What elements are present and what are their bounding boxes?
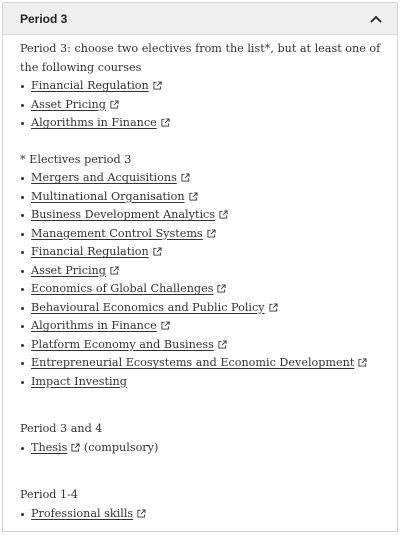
list-item [20,299,381,318]
course-link[interactable]: Professional skills [31,506,134,520]
list-item [20,77,381,96]
list-item [20,225,381,244]
course-link[interactable]: Mergers and Acquisitions [31,171,177,184]
list-item [20,505,381,524]
list-item [20,169,381,188]
period-3-and-4-course-list [20,439,381,458]
course-link[interactable]: Platform Economy and Business [31,337,214,351]
course-link[interactable]: Algorithms in Finance [31,319,157,332]
course-link[interactable]: Asset Pricing [31,263,106,277]
accordion-title: Period 3 [20,11,68,26]
external-link-icon [161,321,170,330]
external-link-icon [207,229,216,238]
course-link[interactable]: Impact Investing [31,374,127,388]
intro-course-list [20,77,381,133]
chevron-up-icon[interactable] [369,12,383,26]
external-link-icon [71,443,80,452]
external-link-icon [153,247,162,256]
external-link-icon [161,118,170,127]
course-link[interactable]: Thesis [31,440,68,454]
list-item [20,354,381,373]
electives-heading: * Electives period 3 [20,152,132,166]
external-link-icon [219,210,228,219]
intro-text: Period 3: choose two electives from the list*, but at least one of the following courses [20,42,381,74]
course-link[interactable]: Management Control Systems [31,226,203,240]
external-link-icon [269,303,278,312]
external-link-icon [110,100,119,109]
external-link-icon [110,266,119,275]
external-link-icon [218,340,227,349]
list-item [20,317,381,336]
accordion-content [3,35,397,523]
accordion-panel [2,2,398,532]
period-1-4-course-list [20,505,381,524]
period-3-and-4-heading: Period 3 and 4 [20,422,103,435]
course-link[interactable]: Economics of Global Challenges [31,282,214,295]
list-item [20,114,381,133]
course-link[interactable]: Financial Regulation [31,79,149,92]
list-item [20,280,381,299]
external-link-icon [217,284,226,293]
accordion-header[interactable] [3,3,397,35]
course-link[interactable]: Algorithms in Finance [31,116,157,129]
course-link[interactable]: Financial Regulation [31,245,149,258]
course-link[interactable]: Asset Pricing [31,97,106,111]
course-link[interactable]: Entrepreneurial Ecosystems and Economic Development [31,356,355,369]
course-note: (compulsory) [80,440,159,454]
list-item [20,96,381,115]
external-link-icon [358,358,367,367]
course-link[interactable]: Multinational Organisation [31,189,185,203]
external-link-icon [153,81,162,90]
external-link-icon [189,192,198,201]
external-link-icon [181,173,190,182]
list-item [20,188,381,207]
list-item [20,336,381,355]
period-1-4-heading: Period 1-4 [20,488,79,501]
course-link[interactable]: Behavioural Economics and Public Policy [31,300,265,314]
list-item [20,373,381,392]
list-item [20,243,381,262]
electives-course-list [20,169,381,391]
list-item [20,439,381,458]
external-link-icon [137,509,146,518]
list-item [20,262,381,281]
course-link[interactable]: Business Development Analytics [31,208,216,221]
list-item [20,206,381,225]
